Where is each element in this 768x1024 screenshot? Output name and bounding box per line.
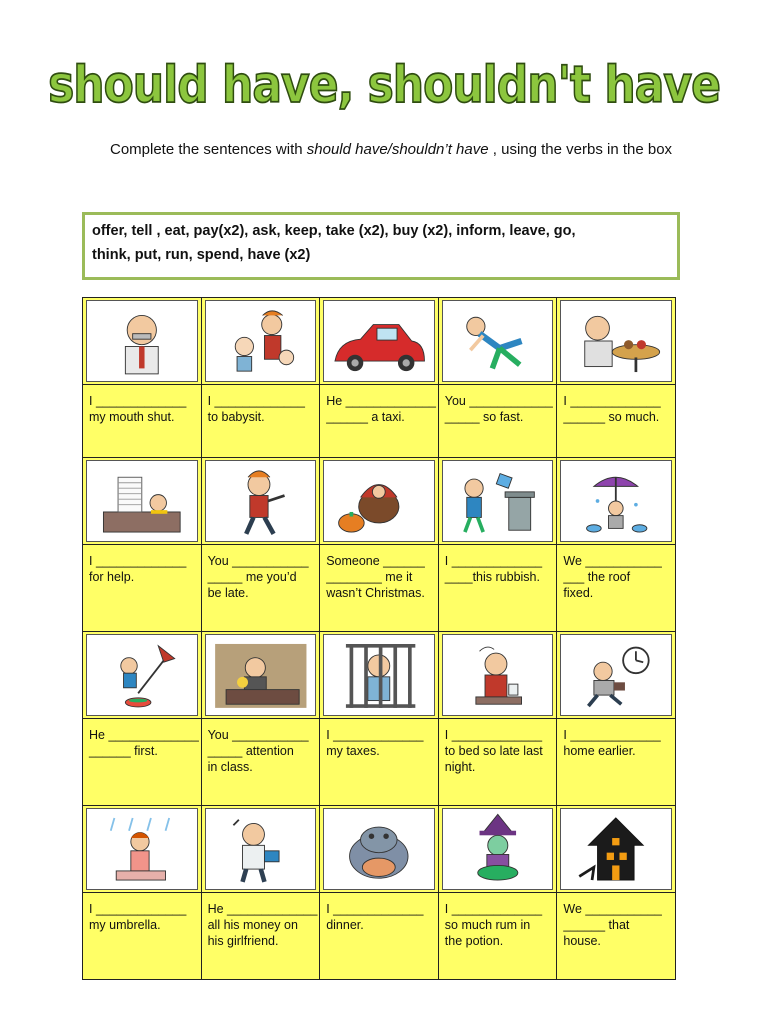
sentence-cell xyxy=(557,545,676,632)
sentence-cell xyxy=(320,719,439,806)
image-row xyxy=(83,632,676,719)
picture-frame xyxy=(86,460,198,542)
red-car-icon xyxy=(324,301,434,381)
running-man-icon xyxy=(443,301,553,381)
rain-woman-icon xyxy=(87,809,197,889)
picture-frame xyxy=(323,300,435,382)
sentence-line: my taxes. xyxy=(326,744,380,758)
picture-frame xyxy=(442,634,554,716)
sentence-row xyxy=(83,545,676,632)
instructions-italic: should have/shouldn’t have xyxy=(306,141,489,158)
sentence-cell xyxy=(83,545,202,632)
sentence-line: fixed. xyxy=(563,586,594,600)
sentence-line: be late. xyxy=(207,586,249,600)
sentence-cell xyxy=(201,719,320,806)
sentence-line: You ___________ xyxy=(207,728,309,742)
sentence-line: _____ me you’d xyxy=(207,570,297,584)
sentence-line: He _____________ xyxy=(326,394,437,408)
picture-cell xyxy=(557,458,676,545)
sentence-line: ______ a taxi. xyxy=(326,410,405,424)
sentence-line: I _____________ xyxy=(444,554,543,568)
picture-frame xyxy=(86,808,198,890)
picture-cell xyxy=(83,298,202,385)
sentence-line: ______ that xyxy=(563,918,630,932)
sentence-line: ________ me it xyxy=(326,570,413,584)
sentence-cell xyxy=(557,385,676,458)
sentence-line: I _____________ xyxy=(563,728,661,742)
picture-cell xyxy=(320,632,439,719)
sentence-line: _____ attention xyxy=(207,744,294,758)
picture-cell xyxy=(557,806,676,893)
page-title: should have, shouldn't have xyxy=(48,56,720,115)
picture-frame xyxy=(442,300,554,382)
picture-cell xyxy=(320,806,439,893)
exercise-grid xyxy=(82,297,676,980)
picture-frame xyxy=(205,300,317,382)
picture-cell xyxy=(557,632,676,719)
sentence-cell xyxy=(438,385,557,458)
sentence-line: I _____________ xyxy=(444,902,543,916)
man-in-jail-icon xyxy=(324,635,434,715)
sentence-line: Someone ______ xyxy=(326,554,425,568)
verb-box xyxy=(82,212,680,280)
picture-cell xyxy=(320,458,439,545)
sentence-line: all his money on xyxy=(207,918,298,932)
picture-cell xyxy=(438,458,557,545)
instructions xyxy=(110,138,690,162)
turkey-pumpkin-icon xyxy=(324,461,434,541)
instructions-text: Complete the sentences with xyxy=(110,141,307,158)
picture-cell xyxy=(201,458,320,545)
sentence-line: night. xyxy=(444,760,476,774)
picture-frame xyxy=(86,634,198,716)
picture-frame xyxy=(442,460,554,542)
picture-cell xyxy=(83,806,202,893)
man-tape-mouth-icon xyxy=(87,301,197,381)
sentence-cell xyxy=(320,385,439,458)
sentence-line: so much rum in xyxy=(444,918,531,932)
sentence-line: I _____________ xyxy=(326,902,424,916)
overeating-man-icon xyxy=(561,301,671,381)
teacher-desk-icon xyxy=(206,635,316,715)
sentence-cell xyxy=(201,385,320,458)
picture-frame xyxy=(560,634,672,716)
picture-frame xyxy=(323,460,435,542)
sentence-line: home earlier. xyxy=(563,744,636,758)
sentence-cell xyxy=(438,893,557,980)
image-row xyxy=(83,806,676,893)
image-row xyxy=(83,458,676,545)
sentence-line: ____this rubbish. xyxy=(444,570,540,584)
sentence-row xyxy=(83,893,676,980)
sentence-cell xyxy=(320,893,439,980)
sentence-line: house. xyxy=(563,934,601,948)
sentence-line: I _____________ xyxy=(89,394,187,408)
sentence-line: the potion. xyxy=(444,934,504,948)
picture-frame xyxy=(86,300,198,382)
sentence-cell xyxy=(320,545,439,632)
sentence-cell xyxy=(83,385,202,458)
picture-cell xyxy=(83,458,202,545)
picture-frame xyxy=(442,808,554,890)
sentence-line: for help. xyxy=(89,570,135,584)
paperwork-desk-icon xyxy=(87,461,197,541)
sentence-row xyxy=(83,719,676,806)
sentence-cell xyxy=(83,719,202,806)
babysitting-icon xyxy=(206,301,316,381)
picture-frame xyxy=(323,634,435,716)
picture-frame xyxy=(205,460,317,542)
broke-man-icon xyxy=(206,809,316,889)
sentence-cell xyxy=(83,893,202,980)
sentence-line: his girlfriend. xyxy=(207,934,279,948)
instructions-text-end: , using the verbs in the box xyxy=(488,141,673,158)
picture-cell xyxy=(438,298,557,385)
sentence-line: You ___________ xyxy=(207,554,309,568)
picture-frame xyxy=(323,808,435,890)
sentence-line: I _____________ xyxy=(326,728,424,742)
sentence-line: wasn’t Christmas. xyxy=(326,586,425,600)
sentence-line: ___ the roof xyxy=(563,570,631,584)
bungee-jump-icon xyxy=(87,635,197,715)
sentence-line: to babysit. xyxy=(207,410,265,424)
sentence-line: You ____________ xyxy=(444,394,553,408)
sentence-line: We ___________ xyxy=(563,554,662,568)
verb-list-line-2: think, put, run, spend, have (x2) xyxy=(92,247,311,263)
verb-list-line-1: offer, tell , eat, pay(x2), ask, keep, take (x2), buy (x2), inform, leave, go, xyxy=(92,223,576,239)
late-man-icon xyxy=(206,461,316,541)
picture-cell xyxy=(320,298,439,385)
sentence-cell xyxy=(201,545,320,632)
sentence-line: _____ so fast. xyxy=(444,410,524,424)
fat-hippo-icon xyxy=(324,809,434,889)
sentence-line: my mouth shut. xyxy=(89,410,175,424)
clock-running-man-icon xyxy=(561,635,671,715)
picture-cell xyxy=(83,632,202,719)
sentence-cell xyxy=(201,893,320,980)
sentence-line: I _____________ xyxy=(89,902,187,916)
picture-cell xyxy=(557,298,676,385)
sentence-line: dinner. xyxy=(326,918,364,932)
picture-frame xyxy=(560,300,672,382)
sentence-line: I _____________ xyxy=(444,728,543,742)
sentence-cell xyxy=(557,893,676,980)
sentence-line: to bed so late last xyxy=(444,744,543,758)
sentence-line: ______ first. xyxy=(89,744,158,758)
tired-man-icon xyxy=(443,635,553,715)
picture-cell xyxy=(201,806,320,893)
sentence-line: He _____________ xyxy=(207,902,318,916)
picture-frame xyxy=(205,634,317,716)
picture-frame xyxy=(560,808,672,890)
trash-can-icon xyxy=(443,461,553,541)
sentence-line: I _____________ xyxy=(207,394,305,408)
haunted-house-icon xyxy=(561,809,671,889)
image-row xyxy=(83,298,676,385)
sentence-cell xyxy=(438,719,557,806)
picture-cell xyxy=(438,806,557,893)
sentence-line: ______ so much. xyxy=(563,410,660,424)
sentence-row xyxy=(83,385,676,458)
sentence-line: We ___________ xyxy=(563,902,662,916)
sentence-cell xyxy=(557,719,676,806)
picture-cell xyxy=(201,298,320,385)
sentence-cell xyxy=(438,545,557,632)
picture-frame xyxy=(205,808,317,890)
sentence-line: I _____________ xyxy=(563,394,661,408)
sentence-line: He _____________ xyxy=(89,728,199,742)
picture-cell xyxy=(201,632,320,719)
picture-cell xyxy=(438,632,557,719)
leaking-roof-icon xyxy=(561,461,671,541)
witch-potion-icon xyxy=(443,809,553,889)
sentence-line: in class. xyxy=(207,760,253,774)
sentence-line: my umbrella. xyxy=(89,918,161,932)
sentence-line: I _____________ xyxy=(89,554,187,568)
picture-frame xyxy=(560,460,672,542)
